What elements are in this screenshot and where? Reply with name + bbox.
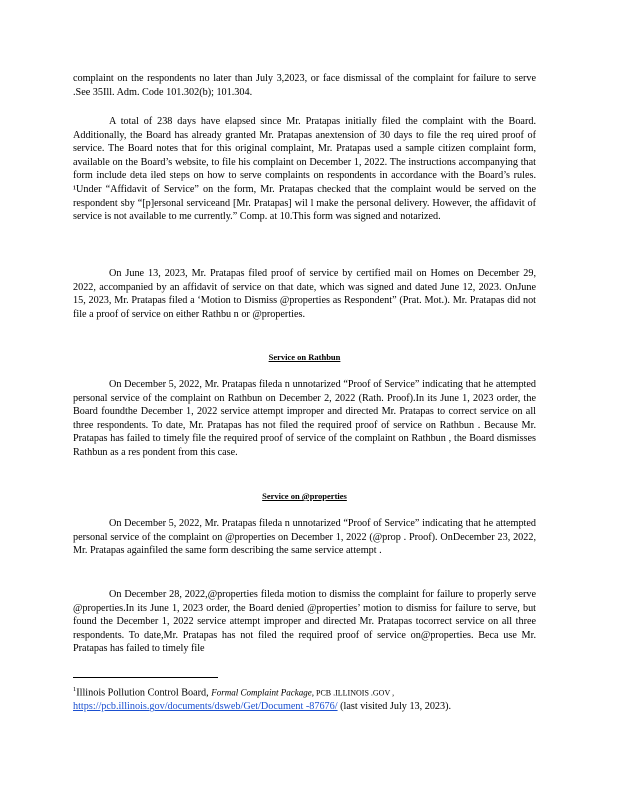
paragraph-continued: complaint on the respondents no later than July 3,2023, or face dismissal of the complaint for failure to serve .See 35Ill. Adm. Code 101.302(b); 101.304. xyxy=(73,73,536,98)
paragraph-properties-motion: On December 28, 2022,@properties fileda motion to dismiss the complaint for failure to properly serve @properties.In its June 1, 2023 order, the Board denied @properties’ motion to dismiss for failure to serve, but found the December 1, 2022 service attempt improper and directed Mr. Pratapas tocorrect service on all three respondents. To date,Mr. Pratapas has not filed the required proof of service on@properties. Beca use Mr. Pratapas has failed to timely file xyxy=(73,589,536,655)
footnote-link[interactable]: https://pcb.illinois.gov/documents/dsweb/Get/Document -87676/ xyxy=(73,701,338,713)
footnote-separator xyxy=(73,677,218,678)
footnote-marker: 1 xyxy=(73,686,77,693)
footnote-visited: (last visited July 13, 2023). xyxy=(337,701,452,713)
heading-service-rathbun: Service on Rathbun xyxy=(268,352,341,362)
footnote-title: Formal Complaint Package, xyxy=(211,687,314,698)
heading-service-properties: Service on @properties xyxy=(262,491,347,501)
paragraph-elapsed-days: A total of 238 days have elapsed since Mr. Pratapas initially filed the complaint with the Board. Additionally, the Board has already granted Mr. Pratapas anextension of 30 days to file the req uired proof of service. The Board notes that for this original complaint, Mr. Pratapas used a sample citizen complaint form, available on the Board’s website, to file his complaint on December 1, 2022. The instructions accompanying that form include deta iled steps on how to serve complaints on respondents in accordance with the Board’s rules. ¹Under “Affidavit of Service” on the form, Mr. Pratapas checked that the complaint would be served on the respondent sby “[p]ersonal serviceand [Mr. Pratapas] wil l make the personal delivery. However, the affidavit of service is not available to me currently.” Comp. at 10.This form was signed and notarized. xyxy=(73,116,536,223)
footnote-text: Illinois Pollution Control Board, xyxy=(76,687,212,699)
footnote xyxy=(73,683,543,714)
paragraph-rathbun: On December 5, 2022, Mr. Pratapas fileda n unnotarized “Proof of Service” indicating that he attempted personal service of the complaint on Rathbun on December 2, 2022 (Rath. Proof).In its June 1, 2023 order, the Board foundthe December 1, 2022 service attempt improper and directed Mr. Pratapas to correct service on all three respondents. To date, Mr. Pratapas has not filed the required proof of service on Rathbun . Because Mr. Pratapas has failed to timely file the required proof of service of the complaint on Rathbun , the Board dismisses Rathbun as a res pondent from this case. xyxy=(73,379,536,458)
footnote-site: PCB .ILLINOIS .GOV , xyxy=(314,688,395,698)
paragraph-proof-filed: On June 13, 2023, Mr. Pratapas filed proof of service by certified mail on Homes on December 29, 2022, accompanied by an affidavit of service on that date, which was signed and dated June 12, 2023. OnJune 15, 2023, Mr. Pratapas filed a ‘Motion to Dismiss @properties as Respondent” (Prat. Mot.). Mr. Pratapas did not file a proof of service on either Rathbu n or @properties. xyxy=(73,268,536,320)
paragraph-properties-service: On December 5, 2022, Mr. Pratapas fileda n unnotarized “Proof of Service” indicating that he attempted personal service of the complaint on @properties on December 1, 2022 (@prop . Proof). OnDecember 23, 2022, Mr. Pratapas againfiled the same form describing the same service attempt . xyxy=(73,518,536,557)
